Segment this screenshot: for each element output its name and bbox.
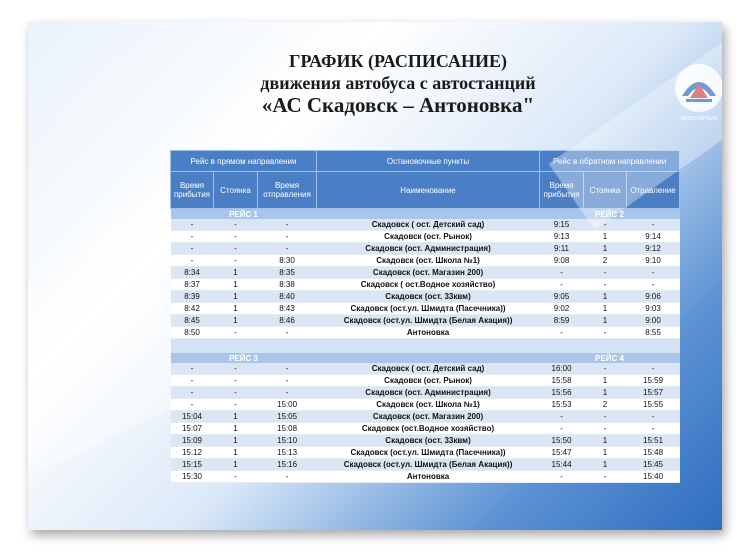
stay2-cell: - [584,411,627,423]
arrival-cell: 8:45 [171,315,214,327]
departure2-cell: 15:48 [627,447,680,459]
departure2-cell: 9:03 [627,303,680,315]
stop-name-cell: Скадовск (ост.ул. Шмидта (Пасечника)) [317,447,540,459]
departure2-header: Отравление [627,172,680,209]
table-row [171,303,680,315]
section-1-rows [171,219,680,339]
arrival-cell: - [171,399,214,411]
arrival-cell: 8:39 [171,291,214,303]
stay-cell: - [214,255,258,267]
stay2-cell: - [584,327,627,339]
arrival-cell: - [171,231,214,243]
reis-reverse-label: РЕЙС 4 [540,353,680,363]
stop-name-cell: Скадовск ( ост. Детский сад) [317,219,540,231]
arrival-cell: - [171,363,214,375]
stop-name-cell: Скадовск (ост. Администрация) [317,387,540,399]
title-line-3: «АС Скадовск – Антоновка" [261,93,535,117]
stay-cell: 1 [214,447,258,459]
reis-row-1 [171,209,680,220]
stay2-cell: - [584,279,627,291]
departure-cell: - [258,375,317,387]
stay-cell: - [214,327,258,339]
stay2-cell: - [584,363,627,375]
table-row [171,363,680,375]
departure-cell: 8:30 [258,255,317,267]
arrival2-cell: 15:58 [540,375,584,387]
stay2-cell: 2 [584,399,627,411]
arrival2-cell: - [540,411,584,423]
table-row [171,315,680,327]
departure2-cell: 9:06 [627,291,680,303]
arrival-cell: - [171,255,214,267]
departure-cell: 15:10 [258,435,317,447]
title-line-2: движения автобуса с автостанций [260,73,536,93]
table-row [171,411,680,423]
departure-cell: 8:46 [258,315,317,327]
departure-header: Время отправления [258,172,317,209]
stay2-cell: - [584,219,627,231]
departure2-cell: - [627,267,680,279]
arrival2-cell: 9:02 [540,303,584,315]
arrival2-cell: 9:15 [540,219,584,231]
stay-cell: 1 [214,279,258,291]
arrival2-cell: - [540,279,584,291]
stay-cell: - [214,219,258,231]
stay-cell: 1 [214,267,258,279]
table-row [171,327,680,339]
stay-cell: 1 [214,303,258,315]
stay2-cell: - [584,267,627,279]
stop-name-cell: Скадовск (ост.ул. Шмидта (Белая Акация)) [317,459,540,471]
stay2-cell: 1 [584,435,627,447]
title-block [188,50,608,116]
reis-reverse-label: РЕЙС 2 [540,209,680,220]
name-header: Наименование [317,172,540,209]
arrival-cell: 15:04 [171,411,214,423]
table-row [171,255,680,267]
stay2-cell: 1 [584,303,627,315]
arrival2-cell: 9:08 [540,255,584,267]
section-2-rows [171,363,680,483]
departure2-cell: 9:14 [627,231,680,243]
arrival-cell: 15:15 [171,459,214,471]
departure2-cell: 15:55 [627,399,680,411]
stop-name-cell: Скадовск (ост.ул. Шмидта (Пасечника)) [317,303,540,315]
stop-name-cell: Антоновка [317,471,540,483]
departure-cell: 15:08 [258,423,317,435]
table-row [171,447,680,459]
arrival-cell: 8:50 [171,327,214,339]
departure2-cell: - [627,219,680,231]
stay2-cell: 1 [584,243,627,255]
table-row [171,399,680,411]
departure2-cell: 15:59 [627,375,680,387]
departure-cell: - [258,243,317,255]
title-line-1: ГРАФИК (РАСПИСАНИЕ) [289,51,507,71]
stay-cell: - [214,243,258,255]
departure-cell: 8:40 [258,291,317,303]
arrival2-cell: 9:13 [540,231,584,243]
arrival-cell: - [171,243,214,255]
stay2-cell: 1 [584,387,627,399]
stop-name-cell: Антоновка [317,327,540,339]
stay-cell: - [214,363,258,375]
stop-name-cell: Скадовск ( ост. Детский сад) [317,363,540,375]
stay-cell: - [214,231,258,243]
stop-name-cell: Скадовск (ост. Магазин 200) [317,411,540,423]
arrival2-cell: 15:44 [540,459,584,471]
stop-name-cell: Скадовск (ост. 33квм) [317,435,540,447]
departure-cell: - [258,387,317,399]
schedule-table [170,150,680,483]
departure-cell: - [258,231,317,243]
stop-name-cell: Скадовск ( ост.Водное хозяйство) [317,279,540,291]
table-row [171,471,680,483]
departure-cell: 8:35 [258,267,317,279]
forward-direction-header: Рейс в прямом направлении [171,151,317,172]
arrival2-cell: - [540,423,584,435]
arrival2-cell: 15:47 [540,447,584,459]
stay2-header: Стоянка [584,172,627,209]
arrival2-cell: 16:00 [540,363,584,375]
table-row [171,267,680,279]
arrival2-cell: - [540,267,584,279]
departure-cell: 8:38 [258,279,317,291]
stop-name-cell: Скадовск (ост. Магазин 200) [317,267,540,279]
arrival-cell: 15:09 [171,435,214,447]
stop-name-cell: Скадовск (ост. Рынок) [317,231,540,243]
stop-name-cell: Скадовск (ост.Водное хозяйство) [317,423,540,435]
stay2-cell: - [584,423,627,435]
stops-header: Остановочные пункты [317,151,540,172]
stay2-cell: 1 [584,459,627,471]
table-row [171,423,680,435]
section-gap [171,339,680,354]
arrival-cell: - [171,219,214,231]
departure2-cell: - [627,279,680,291]
departure2-cell: 15:51 [627,435,680,447]
stay-cell: 1 [214,459,258,471]
departure-cell: - [258,219,317,231]
reis-forward-label: РЕЙС 3 [171,353,317,363]
logo-text: АВТОСТАНЦИЯ [680,116,718,122]
table-row [171,243,680,255]
arrival-header: Время прибытия [171,172,214,209]
departure2-cell: 9:00 [627,315,680,327]
table-row [171,375,680,387]
reis-row-2 [171,353,680,363]
stay2-cell: - [584,471,627,483]
arrival-cell: 15:12 [171,447,214,459]
stay-header: Стоянка [214,172,258,209]
departure2-cell: - [627,411,680,423]
arrival2-cell: 9:05 [540,291,584,303]
departure2-cell: 15:45 [627,459,680,471]
header-row-columns [171,172,680,209]
table-row [171,279,680,291]
departure-cell: 8:43 [258,303,317,315]
stay-cell: 1 [214,435,258,447]
stay-cell: - [214,375,258,387]
table-row [171,459,680,471]
arrival2-cell: - [540,471,584,483]
departure2-cell: 9:10 [627,255,680,267]
arrival2-cell: 8:59 [540,315,584,327]
arrival2-cell: 9:11 [540,243,584,255]
arrival2-cell: 15:53 [540,399,584,411]
stay-cell: 1 [214,423,258,435]
departure-cell: 15:00 [258,399,317,411]
arrival2-cell: 15:50 [540,435,584,447]
stay2-cell: 1 [584,447,627,459]
table-row [171,387,680,399]
arrival-cell: - [171,387,214,399]
reverse-direction-header: Рейс в обратном направлении [540,151,680,172]
stay2-cell: 1 [584,231,627,243]
departure2-cell: 15:40 [627,471,680,483]
arrival-cell: 15:30 [171,471,214,483]
stay-cell: - [214,471,258,483]
stop-name-cell: Скадовск (ост. 33квм) [317,291,540,303]
stay-cell: 1 [214,411,258,423]
departure2-cell: 8:55 [627,327,680,339]
stay-cell: 1 [214,315,258,327]
arrival-cell: 15:07 [171,423,214,435]
departure-cell: - [258,327,317,339]
stay2-cell: 2 [584,255,627,267]
table-row [171,291,680,303]
arrival-cell: 8:42 [171,303,214,315]
header-row-top [171,151,680,172]
departure2-cell: - [627,423,680,435]
stop-name-cell: Скадовск (ост. Рынок) [317,375,540,387]
bus-station-logo-icon [668,60,722,130]
stay2-cell: 1 [584,375,627,387]
arrival2-header: Время прибытия [540,172,584,209]
departure-cell: - [258,471,317,483]
departure-cell: - [258,363,317,375]
departure2-cell: 9:12 [627,243,680,255]
stop-name-cell: Скадовск (ост. Администрация) [317,243,540,255]
arrival2-cell: 15:56 [540,387,584,399]
stop-name-cell: Скадовск (ост.ул. Шмидта (Белая Акация)) [317,315,540,327]
departure-cell: 15:13 [258,447,317,459]
table-row [171,219,680,231]
arrival2-cell: - [540,327,584,339]
stay2-cell: 1 [584,291,627,303]
stay-cell: 1 [214,291,258,303]
table-row [171,435,680,447]
arrival-cell: 8:34 [171,267,214,279]
schedule-card [28,22,722,530]
departure2-cell: - [627,363,680,375]
stay-cell: - [214,399,258,411]
departure-cell: 15:16 [258,459,317,471]
reis-forward-label: РЕЙС 1 [171,209,317,220]
arrival-cell: - [171,375,214,387]
departure-cell: 15:05 [258,411,317,423]
stay2-cell: 1 [584,315,627,327]
table-row [171,231,680,243]
arrival-cell: 8:37 [171,279,214,291]
departure2-cell: 15:57 [627,387,680,399]
stop-name-cell: Скадовск (ост. Школа №1) [317,399,540,411]
stop-name-cell: Скадовск (ост. Школа №1) [317,255,540,267]
stay-cell: - [214,387,258,399]
